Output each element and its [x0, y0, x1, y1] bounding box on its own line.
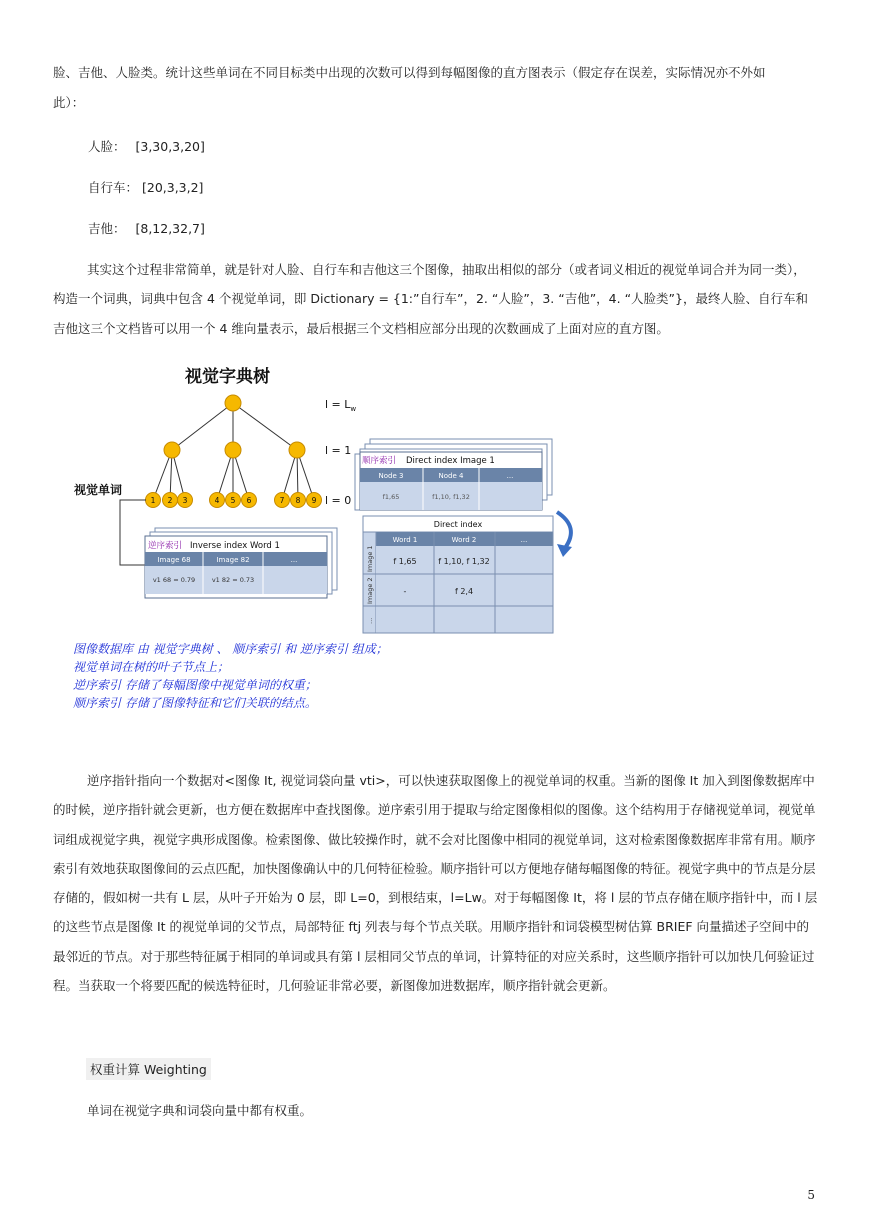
leaf-number: 3 — [182, 496, 188, 505]
direct-table-row-label: Image 2 — [366, 577, 374, 604]
leaf-number: 7 — [279, 496, 285, 505]
curved-arrow — [557, 512, 571, 548]
direct-table-header: Word 1 — [392, 536, 418, 544]
figure-caption-line: 顺序索引 存储了图像特征和它们关联的结点。 — [73, 696, 317, 710]
level-label-zero: l = 0 — [325, 494, 352, 507]
paragraph-weights: 单词在视觉字典和词袋向量中都有权重。 — [87, 1103, 313, 1118]
histogram-guitar — [88, 219, 205, 237]
figure-caption-line: 逆序索引 存储了每幅图像中视觉单词的权重； — [73, 678, 317, 692]
histogram-value: [3,30,3,20] — [135, 139, 205, 154]
intro-line-1: 脸、吉他、人脸类。统计这些单词在不同目标类中出现的次数可以得到每幅图像的直方图表示（假定存在误差，实际情况亦不外如 — [53, 65, 766, 80]
inverse-card-header: ... — [290, 556, 298, 564]
tree-level1-node — [225, 442, 241, 458]
level-label-one: l = 1 — [325, 444, 352, 457]
curved-arrow-head — [557, 544, 572, 557]
direct-table-cell: - — [403, 587, 407, 596]
visual-vocabulary-figure — [60, 352, 640, 756]
figure-caption-line: 图像数据库 由 视觉字典树 、 顺序索引 和 逆序索引 组成； — [73, 642, 388, 656]
histogram-bicycle — [88, 178, 203, 196]
leaf-number: 9 — [311, 496, 317, 505]
figure-caption-line: 视觉单词在树的叶子节点上； — [73, 660, 230, 674]
leaf-number: 2 — [167, 496, 173, 505]
visual-word-connector — [120, 500, 146, 565]
direct-card-header: Node 3 — [378, 472, 404, 480]
tree-level1-node — [289, 442, 305, 458]
inverse-card-title: Inverse index Word 1 — [190, 541, 280, 551]
histogram-face — [88, 137, 205, 155]
direct-table-cell: f 1,10, f 1,32 — [438, 557, 490, 566]
tree-level1-node — [164, 442, 180, 458]
inverse-card-header: Image 82 — [216, 556, 250, 564]
leaf-number: 6 — [246, 496, 252, 505]
histogram-value: [8,12,32,7] — [135, 221, 205, 236]
direct-card-header: Node 4 — [438, 472, 464, 480]
inverse-card-cell: v1 82 = 0.73 — [211, 576, 255, 584]
section-heading-weighting: 权重计算 Weighting — [86, 1058, 211, 1080]
inverse-card-header: Image 68 — [157, 556, 191, 564]
visual-word-label: 视觉单词 — [74, 483, 123, 497]
figure-title: 视觉字典树 — [185, 367, 270, 387]
level-label-top — [325, 398, 356, 413]
level-top-subscript: w — [350, 405, 357, 413]
direct-table-row-label: Image 1 — [366, 545, 374, 572]
direct-card-header: ... — [506, 472, 514, 480]
direct-card-cell: f1,65 — [382, 493, 400, 501]
direct-card-tag: 顺序索引 — [362, 456, 397, 466]
inverse-card-tag: 逆序索引 — [148, 541, 183, 551]
paragraph-inverse-index: 逆序指针指向一个数据对<图像 It, 视觉词袋向量 vti>，可以快速获取图像上的视觉单词的权重。当新的图像 It 加入到图像数据库中的时候，逆序指针就会更新，也方便在数据库中查找图像。逆序索引用于提取与给定图像相似的图像。这个结构用于存储视觉单词，视觉单词组成视觉字典，视觉字典形成图像。检索图像、做比较操作时，就不会对比图像中相同的视觉单词，这对检索图像数据库非常有用。顺序索引有效地获取图像间的云点匹配，加快图像确认中的几何特征检验。顺序指针可以方便地存储每幅图像的特征。视觉字典中的节点是分层存储的，假如树一共有 L 层，从叶子开始为 0 层，即 L=0，到根结束，l=Lw。对于每幅图像 It，将 l 层的节点存储在顺序指针中，而 l 层的这些节点是图像 It 的视觉单词的父节点，局部特征 ftj 列表与每个节点关联。用顺序指针和词袋模型树估算 BRIEF 向量描述子空间中的最邻近的节点。对于那些特征属于相同的单词或具有第 l 层相同父节点的单词，计算特征的对应关系时，这些顺序指针可以加快几何验证过程。当获取一个将要匹配的候选特征时，几何验证非常必要，新图像加进数据库，顺序指针就会更新。 — [53, 773, 818, 994]
level-top-text: l = L — [325, 398, 351, 411]
direct-card-cell: f1,10, f1,32 — [432, 493, 470, 501]
leaf-number: 8 — [295, 496, 301, 505]
direct-table-row-label: ... — [366, 617, 374, 624]
inverse-card-cell: v1 68 = 0.79 — [152, 576, 196, 584]
tree-index-diagram — [60, 352, 640, 642]
leaf-number: 1 — [150, 496, 156, 505]
direct-table-cell: f 1,65 — [393, 557, 417, 566]
tree-root-node — [225, 395, 241, 411]
leaf-number: 4 — [214, 496, 220, 505]
histogram-label: 自行车： — [88, 180, 139, 195]
histogram-label: 吉他： — [88, 221, 126, 236]
direct-table-title: Direct index — [433, 520, 483, 529]
direct-table-header: ... — [520, 536, 528, 544]
intro-line-2: 此）： — [53, 95, 85, 110]
direct-index-table — [363, 516, 553, 633]
direct-table-header: Word 2 — [451, 536, 477, 544]
histogram-value: [20,3,3,2] — [142, 180, 204, 195]
direct-card-title: Direct index Image 1 — [406, 456, 495, 466]
histogram-label: 人脸： — [88, 139, 126, 154]
paragraph-dictionary: 其实这个过程非常简单，就是针对人脸、自行车和吉他这三个图像，抽取出相似的部分（或者词义相近的视觉单词合并为同一类），构造一个词典，词典中包含 4 个视觉单词，即 Dictionary = {1:”自行车”，2. “人脸”，3. “吉他”，4. “人脸类”}，最终人脸、自行车和吉他这三个文档皆可以用一个 4 维向量表示，最后根据三个文档相应部分出现的次数画成了上面对应的直方图。 — [53, 262, 808, 336]
page-number: 5 — [807, 1188, 815, 1202]
leaf-number: 5 — [230, 496, 236, 505]
direct-table-cell: f 2,4 — [454, 587, 474, 596]
